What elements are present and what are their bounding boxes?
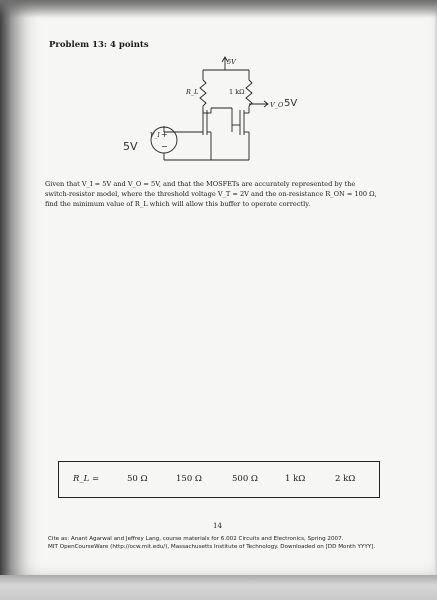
supply-label: 5V — [227, 58, 236, 66]
vin-handwritten: 5V — [123, 140, 138, 153]
answer-option[interactable]: 50 Ω — [127, 474, 148, 484]
vout-handwritten: 5V — [284, 98, 298, 109]
page-number: 14 — [213, 522, 222, 530]
resistor-1k-label: 1 kΩ — [229, 88, 245, 96]
rl-label: R_L — [186, 88, 199, 96]
question-line: switch-resistor model, where the threshold voltage V_T = 2V and the on-resistance R_ON = 100 Ω, — [45, 189, 377, 198]
citation-line: Cite as: Anant Agarwal and Jeffrey Lang, course materials for 6.002 Circuits and Electronics, Spring 2007. — [48, 536, 344, 542]
answer-choices-box — [58, 461, 380, 498]
vout-label: V_O — [270, 101, 284, 109]
problem-title: Problem 13: 4 points — [49, 40, 149, 50]
answer-label: R_L = — [73, 474, 100, 484]
scan-bottom-edge — [0, 575, 437, 600]
question-line: Given that V_I = 5V and V_O = 5V, and that the MOSFETs are accurately represented by the — [45, 180, 356, 188]
citation-line: MIT OpenCourseWare (http://ocw.mit.edu/), Massachusetts Institute of Technology. Downloaded on [DD Month YYYY]. — [48, 544, 376, 550]
vin-label: V_I — [150, 132, 160, 139]
citation — [48, 535, 428, 551]
answer-option[interactable]: 1 kΩ — [285, 474, 306, 484]
source-minus-sign: − — [161, 142, 168, 151]
answer-option[interactable]: 150 Ω — [176, 474, 202, 484]
source-plus-sign: + — [161, 130, 168, 139]
question-text — [45, 180, 380, 209]
question-line: find the minimum value of R_L which will allow this buffer to operate correctly. — [45, 199, 311, 208]
answer-option[interactable]: 500 Ω — [232, 474, 258, 484]
answer-option[interactable]: 2 kΩ — [335, 474, 356, 484]
